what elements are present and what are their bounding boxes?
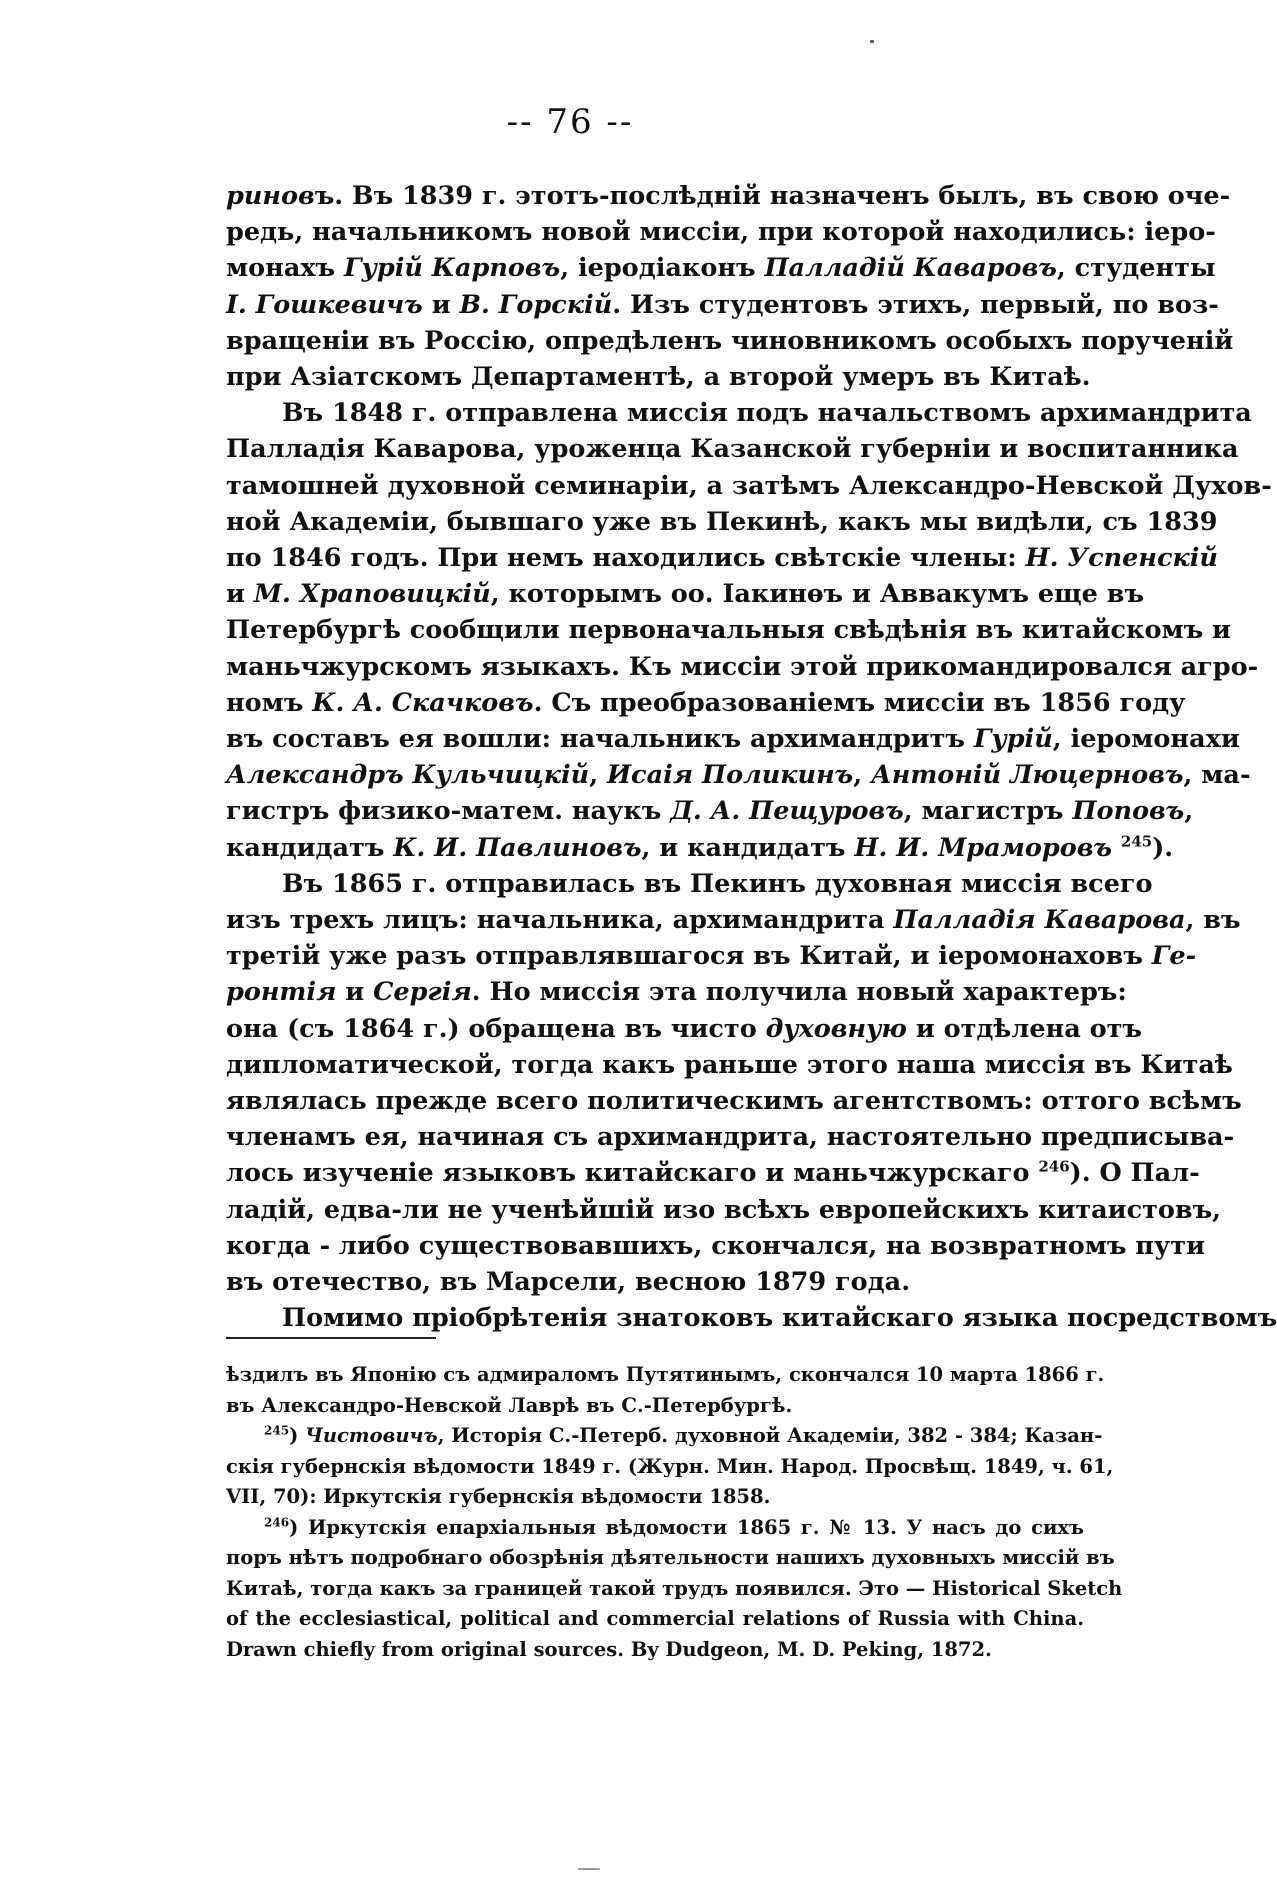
- text-run: , Исторія С.-Петерб. духовной Академіи, 382 - 384; Казан-: [437, 1424, 1103, 1447]
- scan-speck: [870, 40, 874, 43]
- text-line: [226, 1155, 1200, 1191]
- italic-name: В. Горскій: [459, 289, 613, 320]
- italic-name: ронтія: [226, 977, 337, 1008]
- paragraph-2: [226, 395, 1272, 866]
- footnote-number: 245: [264, 1423, 290, 1438]
- italic-name: I. Гошкевичъ: [226, 289, 423, 320]
- italic-name: Исаія Поликинъ: [606, 760, 854, 791]
- footnote-246: [226, 1513, 1123, 1666]
- text-line: при Азіатскомъ Департаментѣ, а второй умеръ въ Китаѣ.: [226, 362, 1091, 393]
- text-line: [226, 757, 1251, 793]
- text-line: дипломатической, тогда какъ раньше этого наша миссія въ Китаѣ: [226, 1049, 1233, 1080]
- footnote-ref: 246: [1038, 1157, 1070, 1176]
- text-run: ): [289, 1424, 306, 1447]
- text-run: [1112, 833, 1121, 863]
- italic-word: духовную: [765, 1013, 907, 1044]
- text-line: тамошней духовной семинаріи, а затѣмъ Александро-Невской Духов-: [226, 470, 1272, 501]
- footnote-line: Drawn chiefly from original sources. By Dudgeon, M. D. Peking, 1872.: [226, 1637, 992, 1661]
- footnote-line: of the ecclesiastical, political and commercial relations of Russia with China.: [226, 1607, 1084, 1630]
- text-run: ). О Пал-: [1069, 1158, 1200, 1189]
- text-run: ,: [1184, 796, 1194, 827]
- paragraph-4: [226, 1300, 1277, 1336]
- text-line: [226, 287, 1219, 323]
- text-line: редь, начальникомъ новой миссіи, при которой находились: іеро-: [226, 217, 1216, 248]
- italic-name: Чистовичъ: [305, 1424, 438, 1447]
- text-line: [226, 540, 1218, 576]
- text-run: , ма-: [1183, 760, 1251, 791]
- text-run: номъ: [226, 687, 313, 718]
- text-run: , магистръ: [903, 796, 1073, 827]
- text-run: , которымъ оо. Іакинѳъ и Аввакумъ еще въ: [490, 579, 1145, 610]
- text-run: и: [336, 977, 374, 1008]
- text-run: , студенты: [1056, 253, 1216, 284]
- text-line: маньчжурскомъ языкахъ. Къ миссіи этой прикомандировался агро-: [226, 651, 1259, 682]
- text-line: [226, 938, 1197, 974]
- text-line: [226, 974, 1127, 1010]
- italic-name: Н. Успенскій: [1025, 543, 1218, 574]
- footnote-line: VII, 70): Иркутскія губернскія вѣдомости 1858.: [226, 1485, 771, 1508]
- footnote-divider: [226, 1337, 436, 1339]
- text-line: Палладія Каварова, уроженца Казанской губерніи и воспитанника: [226, 434, 1239, 465]
- text-line: въ отечество, въ Марсели, весною 1879 года.: [226, 1267, 911, 1298]
- italic-name: Гурій: [973, 724, 1053, 755]
- footnote-ref: 245: [1120, 832, 1153, 851]
- footnote-line: Китаѣ, тогда какъ за границей такой трудъ появился. Это — Historical Sketch: [226, 1576, 1123, 1600]
- italic-name: М. Храповицкій: [253, 579, 491, 610]
- italic-name: Палладій Каваровъ: [764, 253, 1057, 284]
- text-run: ,: [589, 760, 607, 791]
- text-line: [226, 178, 1231, 214]
- text-run: ).: [1152, 832, 1174, 863]
- footnote-line: [226, 1513, 1084, 1544]
- text-line: [226, 902, 1241, 938]
- text-line: [226, 793, 1194, 829]
- text-run: изъ трехъ лицъ: начальника, архимандрита: [226, 905, 894, 936]
- footnote-continuation: [226, 1360, 1105, 1421]
- text-run: въ составъ ея вошли: начальникъ архимандритъ: [226, 724, 974, 755]
- text-line: когда - либо существовавшихъ, скончался, на возвратномъ пути: [226, 1230, 1206, 1261]
- footnote-number: 246: [264, 1515, 290, 1529]
- text-run: ъ. Въ 1839 г. этотъ-послѣдній назначенъ былъ, въ свою оче-: [314, 181, 1231, 211]
- paragraph-1: [226, 178, 1234, 395]
- text-run: . Съ преобразованіемъ миссіи въ 1856 году: [533, 687, 1186, 718]
- text-line: вращеніи въ Россію, опредѣленъ чиновникомъ особыхъ порученій: [226, 325, 1234, 356]
- text-run: гистръ физико-матем. наукъ: [226, 796, 671, 827]
- text-run: она (съ 1864 г.) обращена въ чисто: [226, 1013, 766, 1044]
- italic-name: Поповъ: [1072, 796, 1185, 827]
- text-run: и отдѣлена отъ: [906, 1013, 1142, 1044]
- footnote-line: поръ нѣтъ подробнаго обозрѣнія дѣятельности нашихъ духовныхъ миссій въ: [226, 1546, 1115, 1569]
- text-run: , въ: [1185, 905, 1241, 936]
- text-run: . Но миссія эта получила новый характеръ:: [471, 977, 1127, 1008]
- text-run: по 1846 годъ. При немъ находились свѣтскіе члены:: [226, 543, 1026, 574]
- text-line: Петербургѣ сообщили первоначальныя свѣдѣнія въ китайскомъ и: [226, 615, 1231, 646]
- italic-name: Д. А. Пещуровъ: [670, 796, 904, 827]
- text-line: [226, 721, 1240, 757]
- text-run: , іеромонахи: [1052, 724, 1240, 755]
- text-run: и: [422, 289, 460, 320]
- text-line: ной Академіи, бывшаго уже въ Пекинѣ, какъ мы видѣли, съ 1839: [226, 506, 1218, 537]
- italic-name: К. И. Павлиновъ: [393, 832, 642, 863]
- footnote-245: [226, 1421, 1114, 1513]
- text-line: [226, 1011, 1142, 1047]
- text-run: . Изъ студентовъ этихъ, первый, по воз-: [612, 289, 1219, 320]
- page-number: -- 76 --: [506, 102, 634, 142]
- text-run: третій уже разъ отправлявшагося въ Китай, и іеромонаховъ: [226, 941, 1152, 972]
- text-line: Въ 1865 г. отправилась въ Пекинъ духовная миссія всего: [282, 868, 1153, 899]
- text-run: ) Иркутскія епархіальныя вѣдомости 1865 г. № 13. У насъ до сихъ: [289, 1515, 1084, 1539]
- text-run: , и кандидатъ: [641, 832, 855, 863]
- italic-name: Палладія Каварова: [893, 905, 1186, 936]
- footnote-line: въ Александро-Невской Лаврѣ въ С.-Петербургѣ.: [226, 1393, 793, 1417]
- text-line: [226, 830, 1174, 866]
- text-line: ладій, едва-ли не ученѣйшій изо всѣхъ европейскихъ китаистовъ,: [226, 1194, 1222, 1225]
- text-line: [226, 576, 1145, 612]
- italic-name: Александръ Кульчицкій: [226, 760, 590, 791]
- footnote-line: [226, 1421, 1103, 1452]
- paragraph-3: [226, 866, 1242, 1300]
- text-line: являлась прежде всего политическимъ агентствомъ: оттого всѣмъ: [226, 1086, 1242, 1117]
- text-run: лось изученіе языковъ китайскаго и маньчжурскаго: [226, 1158, 1039, 1189]
- italic-name: Гурій Карповъ: [344, 253, 561, 284]
- footnotes: [226, 1360, 1123, 1665]
- italic-name: Ге-: [1151, 941, 1197, 972]
- footnote-line: ѣздилъ въ Японію съ адмираломъ Путятинымъ, скончался 10 марта 1866 г.: [226, 1363, 1105, 1386]
- text-run: монахъ: [226, 253, 344, 284]
- text-run: , іеродіаконъ: [560, 253, 765, 284]
- text-line: Помимо пріобрѣтенія знатоковъ китайскаго языка посредствомъ: [282, 1303, 1277, 1334]
- text-run: ,: [853, 760, 871, 791]
- italic-name: К. А. Скачковъ: [312, 687, 534, 718]
- scan-speck: [578, 1868, 600, 1870]
- text-line: [226, 250, 1216, 286]
- text-line: членамъ ея, начиная съ архимандрита, настоятельно предписыва-: [226, 1122, 1235, 1153]
- main-text: [226, 178, 1277, 1337]
- text-line: Въ 1848 г. отправлена миссія подъ начальствомъ архимандрита: [282, 398, 1252, 429]
- text-run: и: [226, 579, 254, 610]
- italic-name: Антоній Люцерновъ: [870, 760, 1184, 791]
- footnote-line: скія губернскія вѣдомости 1849 г. (Журн. Мин. Народ. Просвѣщ. 1849, ч. 61,: [226, 1454, 1114, 1478]
- text-run: кандидатъ: [226, 832, 394, 863]
- text-line: [226, 685, 1186, 721]
- italic-name: Сергія: [373, 977, 472, 1008]
- italic-name: Н. И. Мраморовъ: [854, 832, 1113, 863]
- italic-name: ринов: [226, 181, 315, 211]
